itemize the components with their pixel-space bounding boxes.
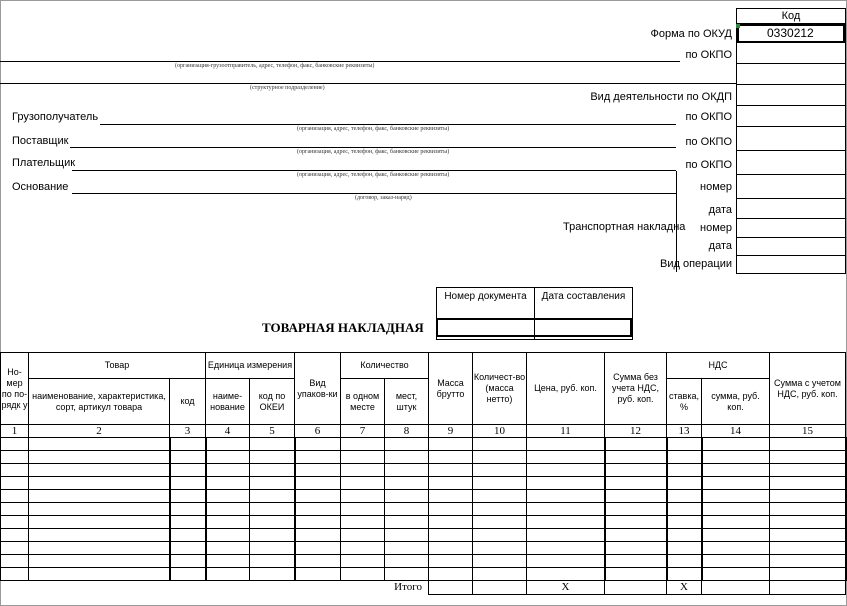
table-cell[interactable] <box>341 438 385 451</box>
table-cell[interactable] <box>667 516 702 529</box>
table-cell[interactable] <box>1 464 29 477</box>
table-cell[interactable] <box>527 529 605 542</box>
col-number: 7 <box>341 425 385 438</box>
table-cell[interactable] <box>1 516 29 529</box>
table-cell[interactable] <box>429 529 473 542</box>
table-cell[interactable] <box>385 477 429 490</box>
header-sum-with-vat: Сумма с учетом НДС, руб. коп. <box>770 353 846 425</box>
total-row <box>1 581 846 595</box>
table-cell[interactable] <box>527 451 605 464</box>
consignee-label: Грузополучатель <box>12 111 99 123</box>
table-cell[interactable] <box>527 503 605 516</box>
table-cell[interactable] <box>385 503 429 516</box>
table-cell[interactable] <box>473 516 527 529</box>
table-cell[interactable] <box>206 555 250 568</box>
doc-number-header: Номер документа <box>444 291 527 302</box>
header-unit-name: наиме-нование <box>206 379 250 425</box>
table-cell[interactable] <box>170 477 206 490</box>
table-cell[interactable] <box>29 516 170 529</box>
table-cell[interactable] <box>605 555 667 568</box>
doc-number-input[interactable] <box>438 320 534 335</box>
header-qty-one: в одном месте <box>341 379 385 425</box>
table-cell[interactable] <box>206 542 250 555</box>
table-cell[interactable] <box>341 464 385 477</box>
table-cell[interactable] <box>605 568 667 581</box>
table-cell[interactable] <box>250 503 295 516</box>
table-cell[interactable] <box>527 555 605 568</box>
table-cell[interactable] <box>29 503 170 516</box>
table-cell[interactable] <box>170 464 206 477</box>
table-cell[interactable] <box>770 516 846 529</box>
table-cell[interactable] <box>1 451 29 464</box>
table-cell[interactable] <box>295 490 341 503</box>
table-cell[interactable] <box>605 490 667 503</box>
basis-date-label: дата <box>708 204 732 216</box>
consignee-okpo-cell[interactable] <box>737 106 845 127</box>
table-cell[interactable] <box>667 568 702 581</box>
table-row <box>1 516 846 529</box>
table-cell[interactable] <box>473 542 527 555</box>
table-cell[interactable] <box>770 503 846 516</box>
table-cell[interactable] <box>429 438 473 451</box>
table-cell[interactable] <box>206 568 250 581</box>
table-cell[interactable] <box>341 477 385 490</box>
total-gross[interactable] <box>429 581 473 595</box>
okpo-code-cell[interactable] <box>737 43 845 64</box>
table-cell[interactable] <box>473 477 527 490</box>
table-cell[interactable] <box>250 568 295 581</box>
total-vat-rate-x: X <box>667 581 702 595</box>
table-row <box>1 464 846 477</box>
header-gross: Масса брутто <box>429 353 473 425</box>
consignee-okpo-label: по ОКПО <box>685 111 732 123</box>
table-cell[interactable] <box>527 438 605 451</box>
col-number: 3 <box>170 425 206 438</box>
table-row <box>1 451 846 464</box>
table-cell[interactable] <box>473 438 527 451</box>
table-cell[interactable] <box>206 529 250 542</box>
table-cell[interactable] <box>29 451 170 464</box>
table-cell[interactable] <box>770 529 846 542</box>
label-divider <box>676 171 677 272</box>
header-package: Вид упаков-ки <box>295 353 341 425</box>
table-cell[interactable] <box>702 542 770 555</box>
table-cell[interactable] <box>473 503 527 516</box>
unit-line[interactable] <box>0 83 736 84</box>
header-unit-okei: код по ОКЕИ <box>250 379 295 425</box>
table-cell[interactable] <box>770 490 846 503</box>
table-cell[interactable] <box>250 477 295 490</box>
table-cell[interactable] <box>341 555 385 568</box>
table-row <box>1 490 846 503</box>
operation-label: Вид операции <box>660 258 732 270</box>
table-cell[interactable] <box>1 529 29 542</box>
table-cell[interactable] <box>250 490 295 503</box>
supplier-okpo-label: по ОКПО <box>685 136 732 148</box>
document-title: ТОВАРНАЯ НАКЛАДНАЯ <box>262 320 424 335</box>
total-price-x: X <box>527 581 605 595</box>
table-cell[interactable] <box>605 542 667 555</box>
basis-number-label: номер <box>700 181 732 193</box>
table-cell[interactable] <box>341 451 385 464</box>
header-quantity: Количество <box>341 353 429 379</box>
table-cell[interactable] <box>429 464 473 477</box>
table-cell[interactable] <box>667 490 702 503</box>
table-cell[interactable] <box>385 542 429 555</box>
table-cell[interactable] <box>702 568 770 581</box>
table-cell[interactable] <box>605 451 667 464</box>
header-vat: НДС <box>667 353 770 379</box>
col-number: 8 <box>385 425 429 438</box>
okud-code-cell[interactable]: 0330212 <box>737 24 845 43</box>
table-cell[interactable] <box>206 438 250 451</box>
payer-line[interactable] <box>72 170 676 171</box>
doc-date-header: Дата составления <box>541 291 626 302</box>
table-cell[interactable] <box>295 464 341 477</box>
supplier-okpo-cell[interactable] <box>737 127 845 151</box>
table-cell[interactable] <box>341 516 385 529</box>
table-cell[interactable] <box>605 529 667 542</box>
table-cell[interactable] <box>385 451 429 464</box>
table-cell[interactable] <box>170 542 206 555</box>
table-cell[interactable] <box>170 490 206 503</box>
col-number: 1 <box>1 425 29 438</box>
table-cell[interactable] <box>29 490 170 503</box>
table-cell[interactable] <box>29 438 170 451</box>
table-cell[interactable] <box>295 451 341 464</box>
table-cell[interactable] <box>667 438 702 451</box>
payer-okpo-label: по ОКПО <box>685 159 732 171</box>
table-cell[interactable] <box>1 477 29 490</box>
table-cell[interactable] <box>250 451 295 464</box>
table-cell[interactable] <box>250 542 295 555</box>
consignee-caption: (организация, адрес, телефон, факс, банковские реквизиты) <box>297 126 450 132</box>
table-cell[interactable] <box>605 503 667 516</box>
blank-code-cell[interactable] <box>737 64 845 85</box>
col-number: 9 <box>429 425 473 438</box>
basis-caption: (договор, заказ-наряд) <box>355 195 412 201</box>
table-cell[interactable] <box>667 464 702 477</box>
doc-date-input[interactable] <box>535 320 630 335</box>
table-cell[interactable] <box>170 529 206 542</box>
table-cell[interactable] <box>770 568 846 581</box>
header-row-number: Но-мер по по-рядк у <box>1 353 29 425</box>
total-sum-with-vat[interactable] <box>770 581 846 595</box>
total-sum-no-vat[interactable] <box>605 581 667 595</box>
table-cell[interactable] <box>295 438 341 451</box>
table-cell[interactable] <box>1 568 29 581</box>
table-cell[interactable] <box>527 542 605 555</box>
transport-date-cell[interactable] <box>737 238 845 256</box>
table-cell[interactable] <box>385 516 429 529</box>
okpo-label: по ОКПО <box>685 49 732 61</box>
table-row <box>1 555 846 568</box>
table-cell[interactable] <box>170 555 206 568</box>
table-cell[interactable] <box>702 477 770 490</box>
table-cell[interactable] <box>170 503 206 516</box>
table-cell[interactable] <box>341 568 385 581</box>
table-cell[interactable] <box>29 568 170 581</box>
col-number: 5 <box>250 425 295 438</box>
table-cell[interactable] <box>1 503 29 516</box>
table-cell[interactable] <box>429 503 473 516</box>
col-number: 13 <box>667 425 702 438</box>
table-cell[interactable] <box>295 516 341 529</box>
code-title: Код <box>737 9 845 24</box>
table-cell[interactable] <box>527 568 605 581</box>
table-cell[interactable] <box>206 490 250 503</box>
transport-date-label: дата <box>708 240 732 252</box>
table-cell[interactable] <box>295 568 341 581</box>
table-cell[interactable] <box>473 490 527 503</box>
table-cell[interactable] <box>385 438 429 451</box>
cell-marker <box>736 24 740 28</box>
table-cell[interactable] <box>702 490 770 503</box>
col-number: 15 <box>770 425 846 438</box>
table-cell[interactable] <box>341 490 385 503</box>
table-cell[interactable] <box>29 542 170 555</box>
table-cell[interactable] <box>527 477 605 490</box>
table-cell[interactable] <box>1 542 29 555</box>
table-cell[interactable] <box>770 451 846 464</box>
header-net: Количест-во (масса нетто) <box>473 353 527 425</box>
table-cell[interactable] <box>605 516 667 529</box>
table-cell[interactable] <box>473 529 527 542</box>
table-cell[interactable] <box>667 503 702 516</box>
col-number: 12 <box>605 425 667 438</box>
table-cell[interactable] <box>429 451 473 464</box>
supplier-line[interactable] <box>70 147 676 148</box>
table-cell[interactable] <box>170 438 206 451</box>
table-cell[interactable] <box>1 490 29 503</box>
table-cell[interactable] <box>667 451 702 464</box>
code-box <box>736 8 846 274</box>
header-vat-sum: сумма, руб. коп. <box>702 379 770 425</box>
col-number: 6 <box>295 425 341 438</box>
table-cell[interactable] <box>429 542 473 555</box>
table-cell[interactable] <box>770 438 846 451</box>
col-number: 14 <box>702 425 770 438</box>
col-number: 11 <box>527 425 605 438</box>
table-cell[interactable] <box>295 542 341 555</box>
table-cell[interactable] <box>527 516 605 529</box>
table-cell[interactable] <box>770 542 846 555</box>
basis-number-cell[interactable] <box>737 175 845 199</box>
header-unit: Единица измерения <box>206 353 295 379</box>
table-cell[interactable] <box>341 529 385 542</box>
table-row <box>1 568 846 581</box>
table-cell[interactable] <box>473 568 527 581</box>
table-cell[interactable] <box>605 464 667 477</box>
supplier-label: Поставщик <box>12 135 69 147</box>
table-cell[interactable] <box>206 451 250 464</box>
table-cell[interactable] <box>473 451 527 464</box>
table-cell[interactable] <box>605 477 667 490</box>
header-price: Цена, руб. коп. <box>527 353 605 425</box>
table-cell[interactable] <box>667 529 702 542</box>
okdp-code-cell[interactable] <box>737 85 845 106</box>
table-cell[interactable] <box>1 555 29 568</box>
payer-caption: (организация, адрес, телефон, факс, банковские реквизиты) <box>297 172 450 178</box>
goods-table <box>0 352 847 595</box>
table-cell[interactable] <box>250 529 295 542</box>
transport-label: Транспортная накладна <box>563 221 686 233</box>
table-row <box>1 477 846 490</box>
table-cell[interactable] <box>29 477 170 490</box>
table-cell[interactable] <box>702 503 770 516</box>
basis-date-cell[interactable] <box>737 199 845 219</box>
transport-number-label: номер <box>700 222 732 234</box>
table-cell[interactable] <box>29 555 170 568</box>
table-cell[interactable] <box>341 503 385 516</box>
table-cell[interactable] <box>702 438 770 451</box>
transport-number-cell[interactable] <box>737 219 845 238</box>
okdp-label: Вид деятельности по ОКДП <box>590 91 732 103</box>
table-cell[interactable] <box>29 529 170 542</box>
basis-line[interactable] <box>72 193 676 194</box>
table-cell[interactable] <box>527 490 605 503</box>
okud-label: Форма по ОКУД <box>650 28 732 40</box>
header-goods-name: наименование, характеристика, сорт, артикул товара <box>29 379 170 425</box>
table-cell[interactable] <box>473 555 527 568</box>
table-cell[interactable] <box>206 477 250 490</box>
table-cell[interactable] <box>429 477 473 490</box>
table-cell[interactable] <box>385 555 429 568</box>
table-cell[interactable] <box>170 516 206 529</box>
column-numbers-row <box>1 425 846 438</box>
table-cell[interactable] <box>527 464 605 477</box>
table-cell[interactable] <box>667 555 702 568</box>
table-cell[interactable] <box>702 529 770 542</box>
header-goods: Товар <box>29 353 206 379</box>
sender-line[interactable] <box>0 61 680 62</box>
col-number: 10 <box>473 425 527 438</box>
table-cell[interactable] <box>473 464 527 477</box>
table-cell[interactable] <box>206 503 250 516</box>
table-cell[interactable] <box>206 464 250 477</box>
header-vat-rate: ставка, % <box>667 379 702 425</box>
table-row <box>1 542 846 555</box>
table-cell[interactable] <box>702 516 770 529</box>
payer-label: Плательщик <box>12 157 76 169</box>
table-cell[interactable] <box>206 516 250 529</box>
basis-label: Основание <box>12 181 69 193</box>
col-number: 2 <box>29 425 170 438</box>
table-cell[interactable] <box>250 555 295 568</box>
table-cell[interactable] <box>429 516 473 529</box>
col-number: 4 <box>206 425 250 438</box>
table-cell[interactable] <box>667 542 702 555</box>
table-cell[interactable] <box>429 555 473 568</box>
table-row <box>1 503 846 516</box>
table-cell[interactable] <box>702 451 770 464</box>
consignee-line[interactable] <box>100 124 676 125</box>
table-row <box>1 529 846 542</box>
total-vat-sum[interactable] <box>702 581 770 595</box>
table-cell[interactable] <box>170 451 206 464</box>
table-cell[interactable] <box>702 464 770 477</box>
header-goods-code: код <box>170 379 206 425</box>
doc-values-row <box>436 318 632 337</box>
operation-code-cell[interactable] <box>737 256 845 273</box>
payer-okpo-cell[interactable] <box>737 151 845 175</box>
table-cell[interactable] <box>385 529 429 542</box>
table-cell[interactable] <box>770 464 846 477</box>
table-cell[interactable] <box>170 568 206 581</box>
table-cell[interactable] <box>1 438 29 451</box>
header-qty-places: мест, штук <box>385 379 429 425</box>
table-cell[interactable] <box>385 464 429 477</box>
unit-caption: (структурное подразделение) <box>250 85 325 91</box>
header-sum-no-vat: Сумма без учета НДС, руб. коп. <box>605 353 667 425</box>
total-net[interactable] <box>473 581 527 595</box>
table-cell[interactable] <box>295 503 341 516</box>
table-cell[interactable] <box>429 490 473 503</box>
table-cell[interactable] <box>385 490 429 503</box>
table-cell[interactable] <box>770 477 846 490</box>
sender-caption: (организация-грузоотправитель, адрес, телефон, факс, банковские реквизиты) <box>175 63 375 69</box>
table-cell[interactable] <box>295 529 341 542</box>
table-cell[interactable] <box>770 555 846 568</box>
table-cell[interactable] <box>385 568 429 581</box>
document-number-table <box>436 287 633 340</box>
total-label: Итого <box>29 581 429 595</box>
table-cell[interactable] <box>250 516 295 529</box>
table-cell[interactable] <box>702 555 770 568</box>
table-cell[interactable] <box>667 477 702 490</box>
table-cell[interactable] <box>295 555 341 568</box>
supplier-caption: (организация, адрес, телефон, факс, банковские реквизиты) <box>297 149 450 155</box>
table-cell[interactable] <box>295 477 341 490</box>
table-cell[interactable] <box>429 568 473 581</box>
table-cell[interactable] <box>250 464 295 477</box>
table-cell[interactable] <box>605 438 667 451</box>
table-cell[interactable] <box>250 438 295 451</box>
table-cell[interactable] <box>341 542 385 555</box>
table-cell[interactable] <box>29 464 170 477</box>
table-row <box>1 438 846 451</box>
